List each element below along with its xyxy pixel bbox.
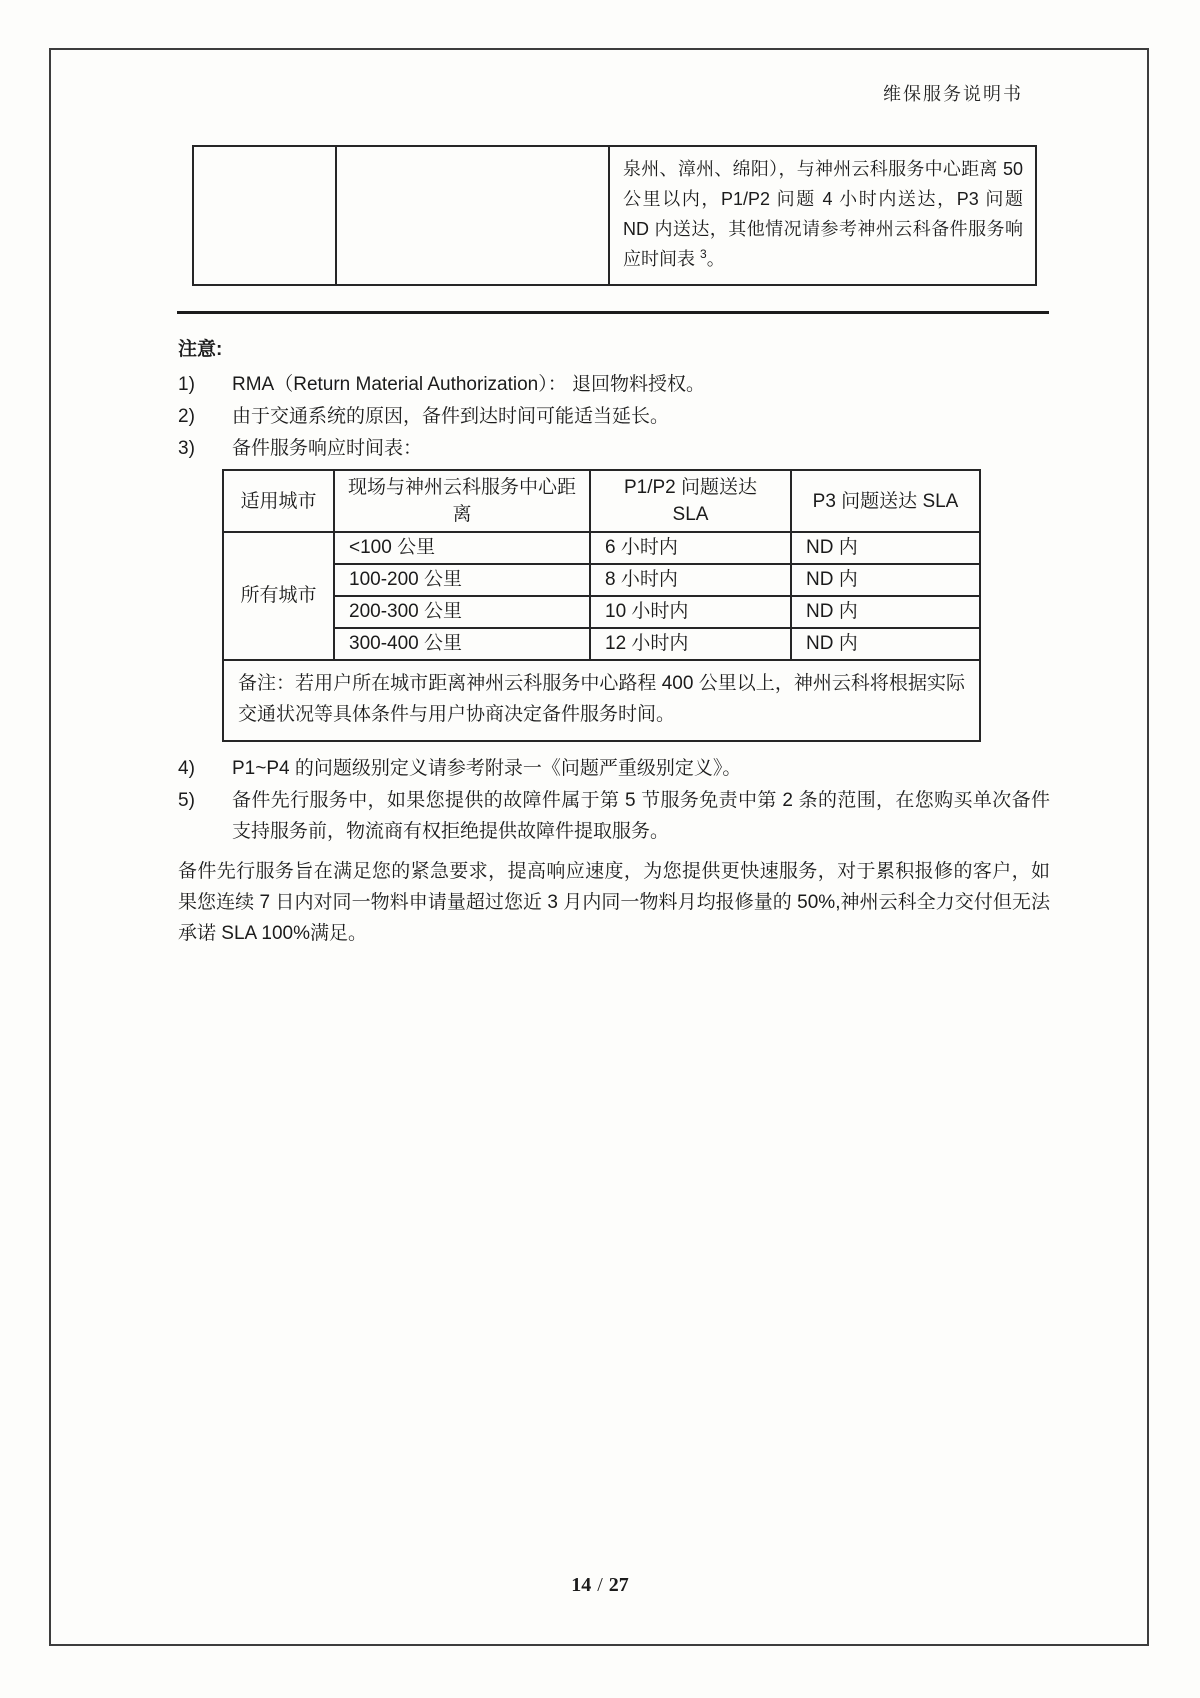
list-item-text: P1~P4 的问题级别定义请参考附录一《问题严重级别定义》。 bbox=[232, 758, 742, 779]
doc-header-title: 维保服务说明书 bbox=[883, 84, 1023, 104]
content-area bbox=[178, 334, 1050, 949]
list-item-text: RMA（Return Material Authorization）： 退回物料授权。 bbox=[232, 374, 706, 395]
p3-sla-cell: ND 内 bbox=[791, 532, 980, 564]
column-header-p12 bbox=[590, 470, 791, 532]
notice-heading: 注意: bbox=[178, 339, 223, 360]
list-item-4 bbox=[178, 753, 1050, 784]
p3-sla-cell: ND 内 bbox=[791, 628, 980, 660]
table-note-row bbox=[223, 660, 980, 741]
list-item-1 bbox=[178, 369, 1050, 400]
list-item-text: 由于交通系统的原因，备件到达时间可能适当延长。 bbox=[232, 406, 670, 427]
table-row bbox=[223, 532, 980, 564]
table-row bbox=[223, 596, 980, 628]
p12-sla-cell: 12 小时内 bbox=[590, 628, 791, 660]
page-number-current: 14 bbox=[571, 1574, 592, 1596]
p12-sla-cell: 10 小时内 bbox=[590, 596, 791, 628]
column-header-p12-line2: SLA bbox=[672, 504, 709, 525]
page-number-total: 27 bbox=[608, 1574, 629, 1596]
list-item-number: 4) bbox=[178, 758, 195, 779]
closing-paragraph: 备件先行服务旨在满足您的紧急要求，提高响应速度，为您提供更快速服务，对于累积报修的客户，如果您连续 7 日内对同一物料申请量超过您近 3 月内同一物料月均报修量的 50%,神州云科全力交付但无法承诺 SLA 100%满足。 bbox=[178, 861, 1050, 944]
table-note-cell: 备注：若用户所在城市距离神州云科服务中心路程 400 公里以上，神州云科将根据实际交通状况等具体条件与用户协商决定备件服务时间。 bbox=[223, 660, 980, 741]
list-item-2 bbox=[178, 401, 1050, 432]
continued-table-text-cell bbox=[609, 146, 1036, 285]
page-footer bbox=[0, 1574, 1200, 1597]
list-item-text: 备件服务响应时间表： bbox=[232, 438, 423, 459]
list-item-number: 3) bbox=[178, 438, 195, 459]
city-cell: 所有城市 bbox=[223, 532, 334, 660]
table-row bbox=[223, 564, 980, 596]
distance-cell: 200-300 公里 bbox=[334, 596, 590, 628]
list-item-text: 备件先行服务中，如果您提供的故障件属于第 5 节服务免责中第 2 条的范围，在您购买单次备件支持服务前，物流商有权拒绝提供故障件提取服务。 bbox=[232, 790, 1050, 842]
p3-sla-cell: ND 内 bbox=[791, 564, 980, 596]
table-row bbox=[223, 628, 980, 660]
continued-table-empty-cell-1 bbox=[193, 146, 336, 285]
footnote-ref: 3 bbox=[700, 247, 707, 261]
fragment-text: 泉州、漳州、绵阳），与神州云科服务中心距离 50 公里以内，P1/P2 问题 4 小时内送达，P3 问题 ND 内送达，其他情况请参考神州云科备件服务响应时间表 bbox=[623, 159, 1023, 269]
column-header-city: 适用城市 bbox=[223, 470, 334, 532]
page-number-separator: / bbox=[597, 1574, 603, 1596]
fragment-text-tail: 。 bbox=[706, 249, 725, 269]
list-item-number: 2) bbox=[178, 406, 195, 427]
list-item-number: 1) bbox=[178, 374, 195, 395]
sla-response-table bbox=[222, 469, 981, 742]
distance-cell: 300-400 公里 bbox=[334, 628, 590, 660]
p12-sla-cell: 8 小时内 bbox=[590, 564, 791, 596]
list-item-5 bbox=[178, 785, 1050, 847]
section-divider-rule bbox=[177, 311, 1049, 314]
p3-sla-cell: ND 内 bbox=[791, 596, 980, 628]
distance-cell: 100-200 公里 bbox=[334, 564, 590, 596]
list-item-number: 5) bbox=[178, 790, 195, 811]
column-header-distance: 现场与神州云科服务中心距离 bbox=[334, 470, 590, 532]
continued-table-empty-cell-2 bbox=[336, 146, 609, 285]
column-header-p3: P3 问题送达 SLA bbox=[791, 470, 980, 532]
table-header-row bbox=[223, 470, 980, 532]
column-header-p12-line1: P1/P2 问题送达 bbox=[623, 477, 758, 498]
list-item-3 bbox=[178, 433, 1050, 464]
p12-sla-cell: 6 小时内 bbox=[590, 532, 791, 564]
distance-cell: <100 公里 bbox=[334, 532, 590, 564]
table-row bbox=[193, 146, 1036, 285]
continued-table-fragment bbox=[192, 145, 1037, 286]
